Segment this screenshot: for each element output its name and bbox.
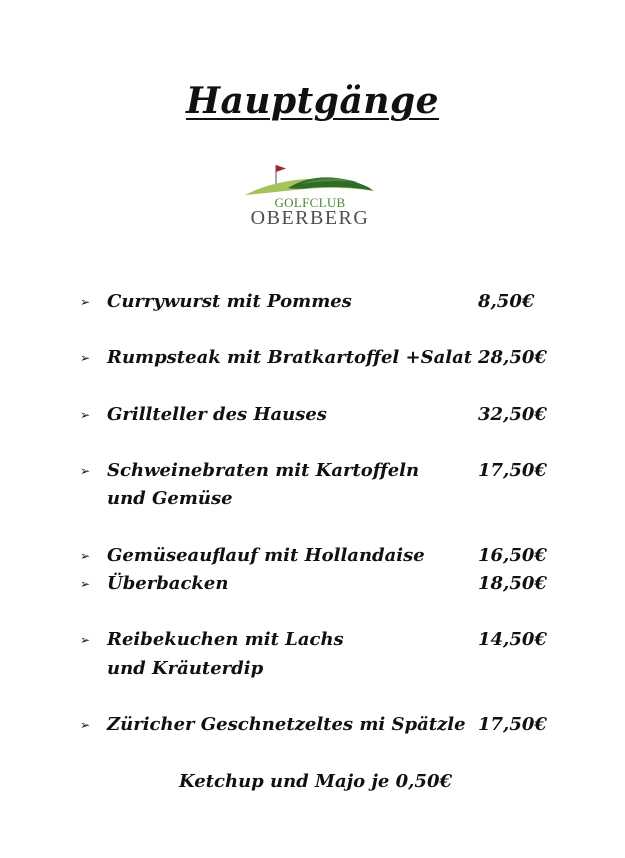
menu-item-price: 28,50€ (478, 347, 547, 368)
menu-item-name: Überbacken (107, 573, 229, 594)
arrow-bullet-icon: ➢ (80, 633, 91, 647)
arrow-bullet-icon: ➢ (80, 718, 91, 732)
menu-item-name-continued: und Gemüse (107, 488, 233, 509)
menu-item-name: Gemüseauflauf mit Hollandaise (107, 545, 425, 566)
logo-text-oberberg: OBERBERG (250, 207, 370, 229)
menu-item-price: 14,50€ (478, 629, 547, 650)
arrow-bullet-icon: ➢ (80, 295, 91, 309)
arrow-bullet-icon: ➢ (80, 351, 91, 365)
footer-note: Ketchup und Majo je 0,50€ (179, 771, 452, 792)
arrow-bullet-icon: ➢ (80, 464, 91, 478)
menu-item-name: Reibekuchen mit Lachs (107, 629, 344, 650)
menu-item-name: Grillteller des Hauses (107, 404, 327, 425)
menu-item-price: 8,50€ (478, 291, 535, 312)
menu-item-price: 32,50€ (478, 404, 547, 425)
menu-item-price: 17,50€ (478, 460, 547, 481)
menu-item-price: 18,50€ (478, 573, 547, 594)
menu-item-name-continued: und Kräuterdip (107, 658, 264, 679)
menu-item-name: Schweinebraten mit Kartoffeln (107, 460, 420, 481)
menu-item-name: Currywurst mit Pommes (107, 291, 352, 312)
menu-item-name: Rumpsteak mit Bratkartoffel +Salat (107, 347, 473, 368)
arrow-bullet-icon: ➢ (80, 549, 91, 563)
arrow-bullet-icon: ➢ (80, 577, 91, 591)
arrow-bullet-icon: ➢ (80, 408, 91, 422)
golf-hill-icon (240, 160, 380, 200)
menu-item-name: Züricher Geschnetzeltes mi Spätzle (107, 714, 466, 735)
logo-text-golfclub: GOLFCLUB (274, 195, 346, 210)
golfclub-logo (240, 160, 380, 238)
menu-item-price: 17,50€ (478, 714, 547, 735)
menu-item-price: 16,50€ (478, 545, 547, 566)
page-title: Hauptgänge (185, 80, 440, 122)
